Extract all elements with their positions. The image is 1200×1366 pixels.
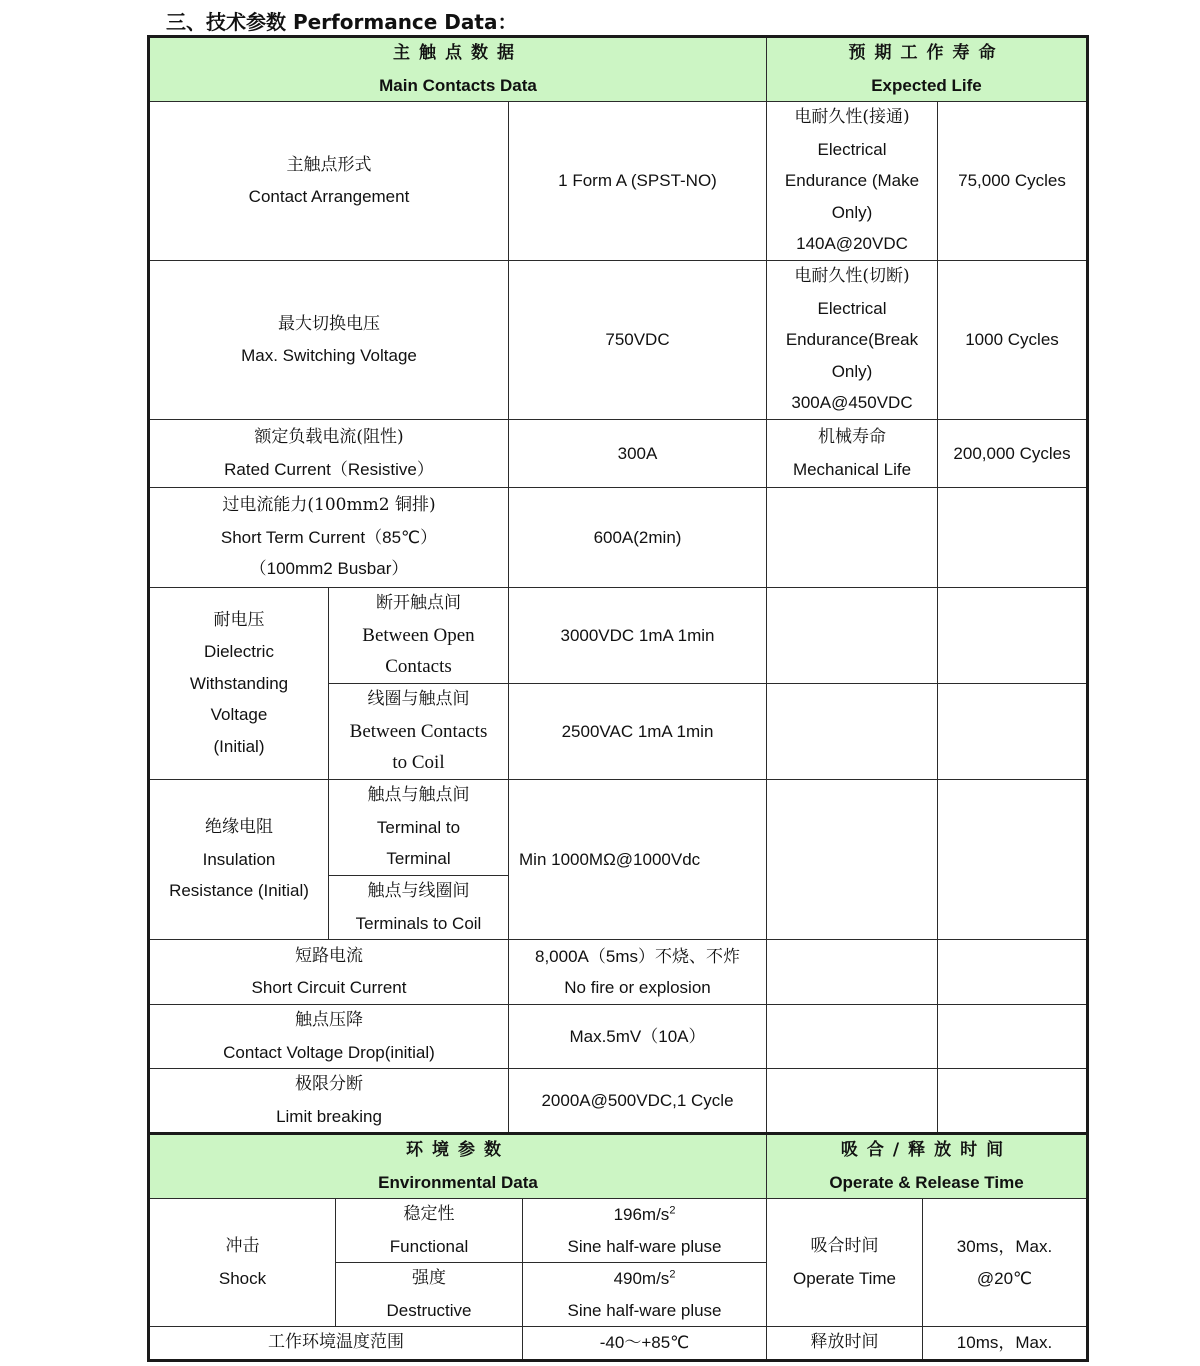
insulation-value: Min 1000MΩ@1000Vdc xyxy=(509,780,767,940)
voltage-drop-value: Max.5mV（10A） xyxy=(509,1005,767,1069)
electrical-make-value: 75,000 Cycles xyxy=(938,102,1088,261)
empty-cell xyxy=(938,940,1088,1005)
value-line: @20℃ xyxy=(976,1268,1033,1288)
operate-release-header xyxy=(767,1134,1088,1199)
label-en: Rated Current（Resistive） xyxy=(224,459,434,479)
short-term-current-label xyxy=(149,488,509,588)
label-zh: 额定负载电流(阻性) xyxy=(254,427,404,447)
label-en: Max. Switching Voltage xyxy=(241,346,417,365)
value: 490m/s xyxy=(613,1269,670,1288)
short-circuit-value xyxy=(509,940,767,1005)
value-desc: Sine half-ware pluse xyxy=(567,1236,722,1256)
rated-current-value: 300A xyxy=(509,420,767,488)
operate-time-label xyxy=(767,1199,923,1327)
contacts-to-coil-label xyxy=(329,684,509,780)
label-zh: 主触点形式 xyxy=(286,154,372,175)
electrical-break-value: 1000 Cycles xyxy=(938,261,1088,420)
label-line: (Initial) xyxy=(213,736,265,756)
release-time-label xyxy=(767,1327,923,1361)
between-open-contacts-value: 3000VDC 1mA 1min xyxy=(509,588,767,684)
electrical-break-label xyxy=(767,261,938,420)
label-line: Only) xyxy=(831,202,873,222)
empty-cell xyxy=(767,1005,938,1069)
terminal-to-terminal-label xyxy=(329,780,509,876)
empty-cell xyxy=(938,780,1088,940)
label-zh: 触点压降 xyxy=(295,1010,363,1030)
destructive-label xyxy=(336,1263,523,1327)
label-en: Shock xyxy=(218,1268,267,1288)
label-en: Limit breaking xyxy=(276,1106,382,1126)
label-line: Only) xyxy=(831,361,873,381)
header-en: Operate & Release Time xyxy=(829,1172,1024,1192)
header-zh: 环境参数 xyxy=(406,1140,510,1160)
short-circuit-label xyxy=(149,940,509,1005)
label-en: Terminals to Coil xyxy=(355,913,482,933)
label-line: Endurance (Make xyxy=(784,171,920,191)
header-zh: 主触点数据 xyxy=(393,43,523,63)
exponent: 2 xyxy=(669,1268,676,1281)
page-title: 三、技术参数 Performance Data： xyxy=(166,10,518,34)
value-zh: 8,000A（5ms）不烧、不炸 xyxy=(535,946,740,966)
label-zh: 断开触点间 xyxy=(376,593,461,614)
label-en: Short Term Current（85℃） xyxy=(220,527,438,547)
temperature-label xyxy=(149,1327,523,1361)
switching-voltage-label xyxy=(149,261,509,420)
release-time-value: 10ms，Max. xyxy=(923,1327,1088,1361)
label-line: Withstanding xyxy=(189,673,289,693)
label-zh: 工作环境温度范围 xyxy=(268,1332,404,1352)
destructive-value xyxy=(523,1263,767,1327)
header-en: Environmental Data xyxy=(378,1172,538,1192)
empty-cell xyxy=(938,684,1088,780)
value-line: 30ms，Max. xyxy=(956,1237,1053,1256)
contact-arrangement-value: 1 Form A (SPST-NO) xyxy=(509,102,767,261)
terminals-to-coil-label xyxy=(329,876,509,940)
label-line: Contacts xyxy=(385,656,452,678)
switching-voltage-value: 750VDC xyxy=(509,261,767,420)
empty-cell xyxy=(767,684,938,780)
label-line: Terminal to xyxy=(376,817,461,837)
label-line: Endurance(Break xyxy=(785,330,919,350)
label-line: Voltage xyxy=(210,705,268,725)
shock-label xyxy=(149,1199,336,1327)
temperature-value: -40～+85℃ xyxy=(523,1327,767,1361)
empty-cell xyxy=(938,588,1088,684)
value-desc: Sine half-ware pluse xyxy=(567,1300,722,1320)
rated-current-label xyxy=(149,420,509,488)
mechanical-life-label xyxy=(767,420,938,488)
functional-value xyxy=(523,1199,767,1263)
performance-table xyxy=(147,35,1089,1135)
label-en: Functional xyxy=(389,1236,469,1256)
voltage-drop-label xyxy=(149,1005,509,1069)
label-line: Dielectric xyxy=(204,642,274,662)
value-en: No fire or explosion xyxy=(564,978,711,997)
label-zh: 最大切换电压 xyxy=(278,313,380,334)
value: 196m/s xyxy=(613,1205,670,1224)
label-line: 140A@20VDC xyxy=(796,234,908,254)
mechanical-life-value: 200,000 Cycles xyxy=(938,420,1088,488)
label-zh: 电耐久性(接通) xyxy=(794,107,910,128)
empty-cell xyxy=(767,488,938,588)
between-open-contacts-label xyxy=(329,588,509,684)
empty-cell xyxy=(767,588,938,684)
label-en: Contact Voltage Drop(initial) xyxy=(223,1042,435,1062)
label-line: Resistance (Initial) xyxy=(169,881,309,901)
short-term-current-value: 600A(2min) xyxy=(509,488,767,588)
label-line: Insulation xyxy=(202,849,276,869)
limit-breaking-value: 2000A@500VDC,1 Cycle xyxy=(509,1069,767,1134)
functional-label xyxy=(336,1199,523,1263)
label-en: （100mm2 Busbar） xyxy=(249,559,409,579)
electrical-make-label xyxy=(767,102,938,261)
value-line xyxy=(529,1263,760,1295)
contacts-to-coil-value: 2500VAC 1mA 1min xyxy=(509,684,767,780)
empty-cell xyxy=(938,488,1088,588)
environmental-table xyxy=(147,1132,1089,1362)
label-en: Short Circuit Current xyxy=(251,978,407,997)
main-contacts-header xyxy=(149,37,767,102)
insulation-label xyxy=(149,780,329,940)
exponent: 2 xyxy=(669,1204,676,1217)
limit-breaking-label xyxy=(149,1069,509,1134)
label-zh: 触点与线圈间 xyxy=(367,881,470,901)
label-line: 300A@450VDC xyxy=(791,393,913,413)
label-zh: 稳定性 xyxy=(403,1204,455,1224)
label-zh: 短路电流 xyxy=(295,945,363,966)
label-zh: 耐电压 xyxy=(213,609,265,630)
empty-cell xyxy=(767,940,938,1005)
label-zh: 触点与触点间 xyxy=(367,785,470,806)
label-en: Operate Time xyxy=(793,1268,896,1288)
expected-life-header xyxy=(767,37,1088,102)
empty-cell xyxy=(938,1005,1088,1069)
label-en: Destructive xyxy=(386,1300,472,1320)
label-zh: 电耐久性(切断) xyxy=(794,266,910,287)
header-en: Main Contacts Data xyxy=(379,75,537,95)
label-en: Mechanical Life xyxy=(792,459,912,479)
value-line xyxy=(529,1199,760,1231)
label-zh: 极限分断 xyxy=(295,1074,363,1094)
header-en: Expected Life xyxy=(871,75,982,95)
header-zh: 吸合/释放时间 xyxy=(840,1140,1013,1160)
label-zh: 吸合时间 xyxy=(810,1236,879,1256)
label-zh: 机械寿命 xyxy=(818,427,886,447)
empty-cell xyxy=(767,1069,938,1134)
label-zh: 绝缘电阻 xyxy=(205,817,273,838)
label-line: Between Contacts xyxy=(349,720,488,742)
operate-time-value xyxy=(923,1199,1088,1327)
label-line: Electrical xyxy=(817,298,887,318)
environmental-header xyxy=(149,1134,767,1199)
label-zh: 释放时间 xyxy=(810,1332,879,1352)
label-zh: 过电流能力(100mm2 铜排) xyxy=(222,495,436,516)
label-en: Contact Arrangement xyxy=(248,187,410,206)
label-line: Electrical xyxy=(817,139,887,159)
label-zh: 冲击 xyxy=(225,1236,260,1256)
label-zh: 线圈与触点间 xyxy=(367,689,470,710)
dielectric-label xyxy=(149,588,329,780)
contact-arrangement-label xyxy=(149,102,509,261)
label-line: Terminal xyxy=(386,849,451,869)
label-zh: 强度 xyxy=(412,1268,446,1288)
empty-cell xyxy=(938,1069,1088,1134)
empty-cell xyxy=(767,780,938,940)
label-line: to Coil xyxy=(392,752,445,774)
header-zh: 预期工作寿命 xyxy=(848,43,1005,63)
label-line: Between Open xyxy=(362,624,475,646)
